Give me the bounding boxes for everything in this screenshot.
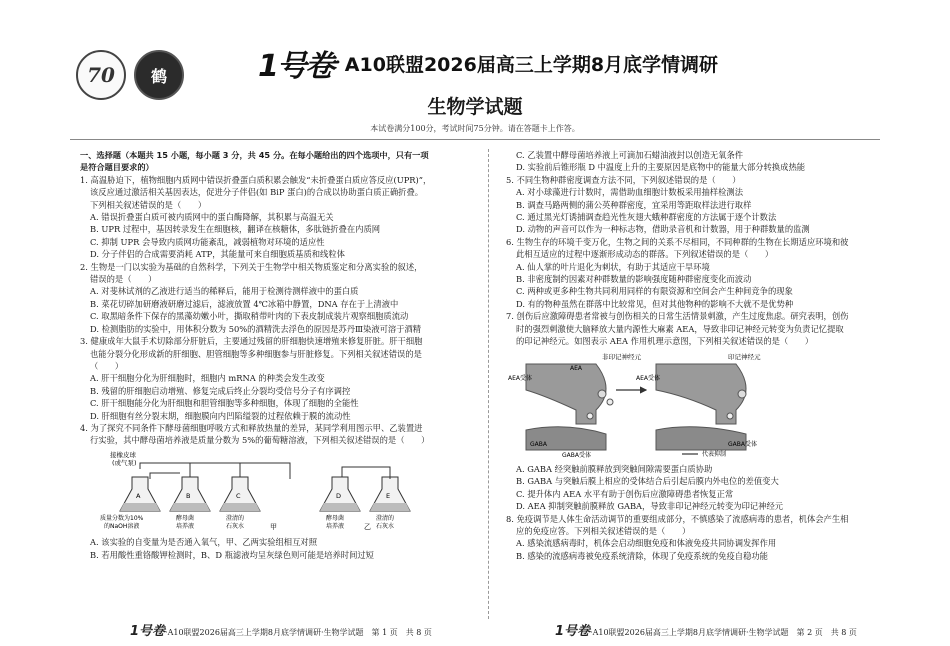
flask-a xyxy=(120,477,160,511)
flask-c xyxy=(220,477,260,511)
left-question-tail xyxy=(80,536,475,561)
question-line: C. 通过黑光灯诱捕调查趋光性灰翅大蛾种群密度的方法属于逐个计数法 xyxy=(516,212,777,223)
question-line: D. 动物的声音可以作为一种标志物，借助录音机和计数器，用于种群数量的监测 xyxy=(516,224,810,235)
question-line: 7. 创伤后应激障碍患者常被与创伤相关的日常生活情景刺激，产生过度焦虑。研究表明，创伤 xyxy=(506,311,849,322)
caption-e-2: 石灰水 xyxy=(376,522,395,530)
left-question-lines xyxy=(80,149,475,447)
question-line: 一、选择题（本题共 15 小题，每小题 3 分，共 45 分。在每小题给出的四个选项中，只有一项 xyxy=(80,150,429,160)
footer-left xyxy=(130,620,432,639)
question-line: B. 非密度制约因素对种群数量的影响强度随种群密度变化而波动 xyxy=(516,274,752,285)
question-line: 下列相关叙述错误的是（ ） xyxy=(90,199,207,210)
question-line: D. 有的物种虽然在群落中比较常见，但对其他物种的影响不大就不是优势种 xyxy=(516,298,794,309)
footer-brand-left: 1号卷 xyxy=(130,624,166,639)
right-question-lines xyxy=(506,149,901,348)
question-line: D. 检测脂肪的实验中，用体积分数为 50%的酒精洗去浮色的原因是苏丹Ⅲ染液可溶于酒精 xyxy=(90,323,422,334)
question-line: B. 若用酸性重铬酸钾检测时，B、D 瓶滤液均呈灰绿色则可能是培养时间过短 xyxy=(90,549,374,560)
aea-mechanism-figure xyxy=(506,350,901,461)
label-engram-neuron: 印记神经元 xyxy=(728,352,761,361)
footer-text-right: ·A10联盟2026届高三上学期8月底学情调研·生物学试题 第 2 页 共 8 页 xyxy=(590,628,857,637)
right-question-tail xyxy=(506,463,901,562)
exam-note: 本试卷满分100分，考试时间75分钟。请在答题卡上作答。 xyxy=(370,124,580,133)
apparatus-label-jia: 甲 xyxy=(270,522,277,531)
caption-b-1: 酵母菌 xyxy=(176,514,195,522)
footer-text-left: ·A10联盟2026届高三上学期8月底学情调研·生物学试题 第 1 页 共 8 页 xyxy=(165,628,432,637)
flask-d xyxy=(320,477,360,511)
footer-brand-right: 1号卷 xyxy=(555,624,591,639)
question-line: 4. 为了探究不同条件下酵母菌细胞呼吸方式和释放热量的差异，某同学利用图示甲、乙装置进 xyxy=(80,422,423,433)
brand-separator: · xyxy=(334,53,341,73)
question-line: 也能分裂分化形成新的肝细胞、胆管细胞等多种细胞参与肝脏修复。下列相关叙述错误的是 xyxy=(90,348,422,359)
question-line: C. 抑制 UPR 会导致内质网功能紊乱，减弱植物对环境的适应性 xyxy=(90,236,325,247)
question-line: 该反应通过激活相关基因表达，促进分子伴侣(如 BiP 蛋白)的合成以协助蛋白质正确折叠。 xyxy=(90,187,424,198)
question-line: 6. 生物生存的环境千变万化，生物之间的关系不尽相同，不同种群的生物在长期适应环境和彼 xyxy=(506,236,849,247)
yeast-respiration-figure xyxy=(80,449,475,534)
flask-b xyxy=(170,477,210,511)
header-divider xyxy=(70,139,880,140)
question-line: A. 肝干细胞分化为肝细胞时，细胞内 mRNA 的种类会发生改变 xyxy=(90,373,325,384)
right-synapse xyxy=(636,364,757,450)
question-line: B. 调查马路两侧的蒲公英种群密度，宜采用等距取样法进行取样 xyxy=(516,199,752,210)
question-line: A. 对小球藻进行计数时，需借助血细胞计数板采用抽样检测法 xyxy=(516,187,743,198)
left-synapse xyxy=(508,364,613,458)
question-line: 3. 健康成年大鼠手术切除部分肝脏后，主要通过残留的肝细胞快速增殖来修复肝脏。肝干细胞 xyxy=(80,336,423,347)
question-line: C. 肝干细胞能分化为肝细胞和胆管细胞等多种细胞，体现了细胞的全能性 xyxy=(90,398,359,409)
flask-label-c: C xyxy=(236,491,241,500)
page-header xyxy=(0,0,950,150)
exam-title: A10联盟2026届高三上学期8月底学情调研 xyxy=(344,53,719,76)
question-line: C. 取黑暗条件下保存的黑藻幼嫩小叶，撕取稍带叶肉的下表皮制成装片观察细胞质流动 xyxy=(90,311,409,322)
yeast-apparatus-diagram xyxy=(80,449,475,531)
question-line: 行实验，其中酵母菌培养液是质量分数为 5%的葡萄糖溶液，下列相关叙述错误的是（ ） xyxy=(90,435,430,446)
flask-e xyxy=(370,477,410,511)
question-line: A. GABA 经突触前膜释放到突触间隙需要蛋白质协助 xyxy=(516,463,713,474)
aea-receptor-left: AEA受体 xyxy=(508,374,533,382)
column-divider xyxy=(488,149,489,619)
question-line: B. GABA 与突触后膜上相应的受体结合后引起后膜内外电位的差值变大 xyxy=(516,476,779,487)
pump-label: 接橡皮球 xyxy=(110,450,136,459)
gaba-label-left: GABA xyxy=(530,440,547,448)
question-line: A. 仙人掌的叶片退化为刺状，有助于其适应干旱环境 xyxy=(516,261,710,272)
caption-d-1: 酵母菌 xyxy=(326,514,345,522)
question-line: 此相互适应的过程中逐渐形成动态的群落。下列叙述错误的是（ ） xyxy=(516,249,774,260)
gaba-receptor-right: GABA受体 xyxy=(728,440,757,448)
question-line: A. 感染流感病毒时，机体会启动细胞免疫和体液免疫共同协调发挥作用 xyxy=(516,538,777,549)
aea-receptor-right: AEA受体 xyxy=(636,374,661,382)
question-line: B. 残留的肝细胞启动增殖、修复完成后终止分裂均受信号分子有序调控 xyxy=(90,385,351,396)
flask-label-d: D xyxy=(336,491,342,500)
question-line: 1. 高温胁迫下，植物细胞内质网中错误折叠蛋白质积累会触发“未折叠蛋白质应答反应(UPR)”， xyxy=(80,174,432,185)
question-line: B. 菜花切碎加研磨液研磨过滤后，滤液放置 4℃冰箱中静置，DNA 存在于上清液中 xyxy=(90,298,399,309)
caption-e-1: 澄清的 xyxy=(376,514,395,522)
flask-label-a: A xyxy=(136,491,141,500)
question-line: A. 错误折叠蛋白质可被内质网中的蛋白酶降解，其积累与高温无关 xyxy=(90,212,334,223)
question-line: A. 对斐林试剂的乙液进行适当的稀释后，能用于检测待测样液中的蛋白质 xyxy=(90,286,359,297)
pump-label-2: (或气泵) xyxy=(112,458,137,467)
question-line: 8. 免疫调节是人体生命活动调节的重要组成部分，不慎感染了流感病毒的患者，机体会产生相 xyxy=(506,513,849,524)
question-line: D. 实验前后锥形瓶 D 中温度上升的主要原因是底物中的能量大部分转换成热能 xyxy=(516,162,806,173)
footer-right xyxy=(555,620,857,639)
brand-mark: 1号卷 xyxy=(258,49,333,84)
caption-a-2: 的NaOH溶液 xyxy=(104,522,140,530)
subject-title: 生物学试题 xyxy=(427,96,523,118)
legend-inhibit: 代表抑制 xyxy=(702,450,727,458)
question-line: B. UPR 过程中，基因转录发生在细胞核，翻译在核糖体，多肽链折叠在内质网 xyxy=(90,224,381,235)
caption-b-2: 培养液 xyxy=(176,522,195,530)
question-line: （ ） xyxy=(90,360,124,371)
question-line: C. 提升体内 AEA 水平有助于创伤后应激障碍患者恢复正常 xyxy=(516,488,734,499)
question-line: D. 肝细胞有丝分裂末期，细胞膜向内凹陷缢裂的过程依赖于膜的流动性 xyxy=(90,410,351,421)
caption-d-2: 培养液 xyxy=(326,522,345,530)
caption-c-2: 石灰水 xyxy=(226,522,245,530)
question-line: A. 该实验的自变量为是否通入氧气，甲、乙两实验组相互对照 xyxy=(90,537,317,548)
flask-label-e: E xyxy=(386,491,391,500)
aea-label-left: AEA xyxy=(570,364,582,372)
question-line: 是符合题目要求的） xyxy=(80,162,154,173)
gaba-receptor-left: GABA受体 xyxy=(562,451,591,458)
label-non-engram-neuron: 非印记神经元 xyxy=(602,352,641,361)
question-line: 应的免疫应答。下列相关叙述错误的是（ ） xyxy=(516,525,691,536)
caption-a-1: 质量分数为10% xyxy=(100,514,144,522)
question-line: D. 分子伴侣的合成需要消耗 ATP，其能量可来自细胞质基质和线粒体 xyxy=(90,249,345,260)
question-line: 错误的是（ ） xyxy=(90,274,157,285)
question-line: D. AEA 抑制突触前膜释放 GABA，导致非印记神经元转变为印记神经元 xyxy=(516,501,784,512)
question-line: C. 乙装置中酵母菌培养液上可滴加石蜡油液封以创造无氧条件 xyxy=(516,150,744,160)
question-line: 2. 生物是一门以实验为基础的自然科学，下列关于生物学中相关物质鉴定和分离实验的叙述， xyxy=(80,261,423,272)
question-line: 时的强烈刺激使大脑释放大量内源性大麻素 AEA，导致非印记神经元转变为负责记忆提取 xyxy=(516,323,844,334)
question-line: B. 感染的流感病毒被免疫系统清除，体现了免疫系统的免疫自稳功能 xyxy=(516,550,768,561)
question-line: 5. 不同生物种群密度调查方法不同，下列叙述错误的是（ ） xyxy=(506,174,741,185)
education-seal-logo: 鹤 xyxy=(134,50,184,100)
caption-c-1: 澄清的 xyxy=(226,514,245,522)
flask-label-b: B xyxy=(186,491,191,500)
apparatus-label-yi: 乙 xyxy=(364,522,371,531)
exam-title-line xyxy=(258,45,738,84)
school-seal-logo: 70 xyxy=(76,50,126,100)
question-line: 的印记神经元。如图表示 AEA 作用机理示意图，下列相关叙述错误的是（ ） xyxy=(516,336,814,347)
aea-mechanism-diagram xyxy=(506,350,901,458)
right-column xyxy=(506,149,901,562)
question-line: C. 两种或更多种生物共同利用同样的有限资源和空间会产生种间竞争的现象 xyxy=(516,286,793,297)
left-column xyxy=(80,149,475,561)
